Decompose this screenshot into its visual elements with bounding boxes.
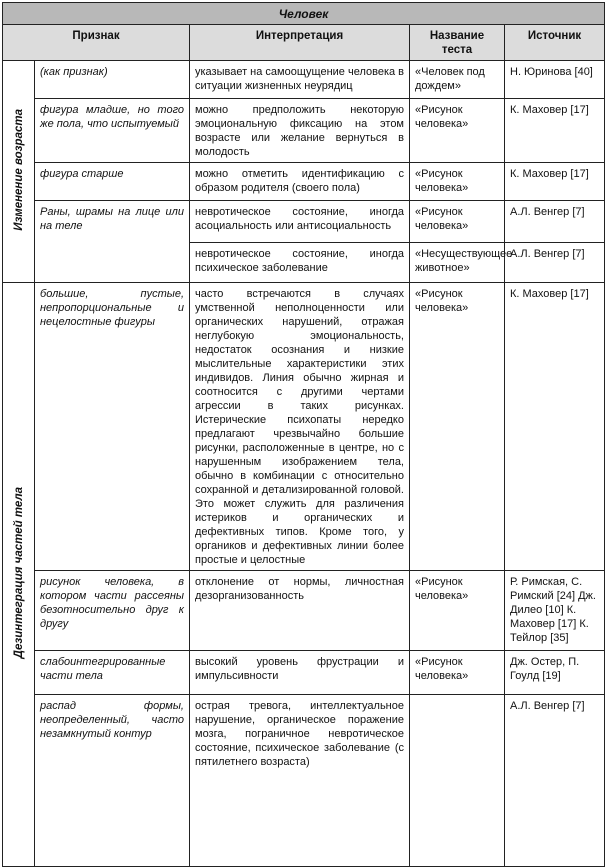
source-cell: Н. Юринова [40] [505, 61, 605, 99]
sign-cell: рисунок человека, в котором части рассеяны безотносительно друг к другу [35, 571, 190, 651]
header-test-name: Название теста [410, 25, 505, 61]
test-cell: «Рисунок человека» [410, 99, 505, 163]
interpretation-cell: невротическое состояние, иногда психическое заболевание [190, 243, 410, 283]
source-cell: К. Маховер [17] [505, 283, 605, 571]
sign-cell: большие, пустые, непропорциональные и нецелостные фигуры [35, 283, 190, 571]
table-row [3, 163, 605, 201]
table-row [3, 695, 605, 867]
interpretation-cell: указывает на самоощущение человека в ситуации жизненных неурядиц [190, 61, 410, 99]
table-title: Человек [3, 3, 605, 25]
interpretation-cell: можно предположить некоторую эмоциональную фиксацию на этом возрасте или желание вернуться в молодость [190, 99, 410, 163]
header-sign: Признак [3, 25, 190, 61]
header-interpretation: Интерпретация [190, 25, 410, 61]
interpretation-cell: острая тревога, интеллектуальное нарушение, органическое поражение мозга, пограничное невротическое состояние, психическое заболевание (с пятилетнего возраста) [190, 695, 410, 867]
source-cell: А.Л. Венгер [7] [505, 201, 605, 243]
table-row [3, 651, 605, 695]
interpretation-cell: невротическое состояние, иногда асоциальность или антисоциальность [190, 201, 410, 243]
sign-cell: фигура старше [35, 163, 190, 201]
table-caption-row [3, 3, 605, 25]
table-row [3, 283, 605, 571]
sign-cell: фигура младше, но того же пола, что испытуемый [35, 99, 190, 163]
source-cell: К. Маховер [17] [505, 99, 605, 163]
source-cell: Дж. Остер, П. Гоулд [19] [505, 651, 605, 695]
source-cell: А.Л. Венгер [7] [505, 695, 605, 867]
method-table [2, 2, 605, 867]
sign-cell: слабоинтегрированные части тела [35, 651, 190, 695]
test-cell: «Рисунок человека» [410, 201, 505, 243]
test-cell: «Рисунок человека» [410, 651, 505, 695]
group-label-cell [3, 283, 35, 867]
interpretation-cell: высокий уровень фрустрации и импульсивности [190, 651, 410, 695]
table-row [3, 99, 605, 163]
interpretation-cell: отклонение от нормы, личностная дезорганизованность [190, 571, 410, 651]
test-cell: «Рисунок человека» [410, 571, 505, 651]
test-cell: «Рисунок человека» [410, 283, 505, 571]
test-cell: «Рисунок человека» [410, 163, 505, 201]
sign-cell: Раны, шрамы на лице или на теле [35, 201, 190, 283]
table-row [3, 201, 605, 243]
group-label-cell [3, 61, 35, 283]
header-source: Источник [505, 25, 605, 61]
sign-cell: (как признак) [35, 61, 190, 99]
source-cell: Р. Римская, С. Римский [24] Дж. Дилео [10] К. Маховер [17] К. Тейлор [35] [505, 571, 605, 651]
table-row [3, 571, 605, 651]
source-cell: К. Маховер [17] [505, 163, 605, 201]
interpretation-cell: можно отметить идентификацию с образом родителя (своего пола) [190, 163, 410, 201]
test-cell [410, 695, 505, 867]
table-header-row [3, 25, 605, 61]
interpretation-cell: часто встречаются в случаях умственной неполноценности или органических нарушений, отражая неглубокую эмоциональность, недостаток осознания и низкие мыслительные характеристики этих индивидов. Линия обычно жирная и соотносится с другими чертами агрессии в таких рисунках. Истерические психопаты нередко предлагают чрезвычайно большие рисунки, расположенные в центре, но с нарушенным изображением тела, обычно в комбинации с относительно сохранной и детализированной головой. Это может служить для различения истериков и органических и дефективных типов. Кроме того, у органиков и дефективных линии более простые и целостные [190, 283, 410, 571]
test-cell: «Человек под дождем» [410, 61, 505, 99]
source-cell: А.Л. Венгер [7] [505, 243, 605, 283]
sign-cell: распад формы, неопределенный, часто незамкнутый контур [35, 695, 190, 867]
group-label: Изменение возраста [12, 108, 25, 231]
table-row [3, 61, 605, 99]
test-cell: «Несуществующее животное» [410, 243, 505, 283]
group-label: Дезинтеграция частей тела [12, 486, 25, 659]
